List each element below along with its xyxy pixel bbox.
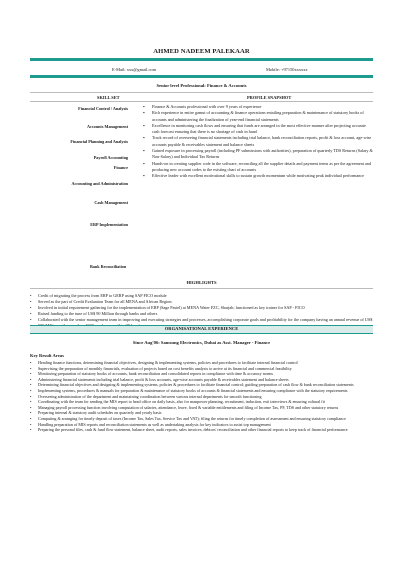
snapshot-item: ▪ Effective leader with excellent motivational skills to sustain growth momentum while motivating peak individual performance [139, 173, 373, 179]
highlights-title: HIGHLIGHTS [186, 280, 217, 285]
highlight-item: • Collaborated with the senior management team in improving and executing strategies and processes, accomplishing corporate goals and profitability for the company having an annual revenue of US$ [30, 317, 373, 329]
title-divider [30, 92, 373, 93]
snapshot-item: ▪ Finance & Accounts professional with over 9 years of experience [139, 104, 373, 110]
key-result-areas-title: Key Result Areas [30, 353, 64, 358]
skill-item: Financial Planning and Analysis [70, 139, 128, 144]
kra-item: • Coordinating with the team for sending the MIS report to head office on daily basis, also for manpower planning, recruitment, induction, exit interviews & ensuring cultural fit [30, 399, 373, 405]
highlight-item: • Credit of migrating the process from ERP to GERP using SAP FICO module [30, 293, 373, 299]
key-result-areas-list [30, 360, 373, 433]
experience-title: ORGANISATIONAL EXPERIENCE [164, 326, 239, 331]
snapshot-item: ▪ Hands-on in creating supplier code in the software, reconciling all the supplier details and payment terms as per the agreement and producing new account codes to the existing chart of accounts [139, 161, 373, 174]
highlight-item: • Raised funding to the tune of US$ 90 Million through banks and others [30, 311, 373, 317]
snapshot-item: ▪ Rich experience in entire gamut of accounting & finance operations entailing preparation & maintenance of statutory books of accounts and administering the finalization of year-end financial statements [139, 110, 373, 123]
mobile-text: Mobile: +97150xxxxxx [266, 67, 308, 72]
email-text: E-Mail: xxx@gmail.com [112, 67, 157, 72]
skill-item: Payroll Accounting [93, 155, 128, 160]
kra-item: • Heading finance functions, determining financial objectives, designing & implementing systems, policies and procedures to facilitate internal financial control [30, 360, 373, 366]
kra-item: • Implementing systems, procedures & manuals for preparation & maintenance of statutory books of accounts & financial statements and ensuring compliance with the statutory requirements [30, 388, 373, 394]
skill-set-header: SKILL SET [97, 95, 120, 100]
kra-item: • Supervising the preparation of monthly financials, evaluation of projects based on cost benefits analysis to arrive at its financial and commercial feasibility [30, 366, 373, 372]
skill-set-column [30, 101, 128, 264]
highlights-divider [30, 288, 373, 289]
skill-item: Accounting and Administration [71, 181, 128, 186]
kra-item: • Preparing internal & statutory audit schedules on quarterly and yearly basis [30, 410, 373, 416]
kra-item: • Managing payroll processing function involving computation of salaries, attendance, leave, fixed & variable entitlements and filing of Income Tax, PF, TDS and other statutory returns [30, 405, 373, 411]
contact-accent-bar [30, 75, 373, 78]
profile-snapshot-column [139, 104, 373, 180]
header-accent-bar [30, 58, 373, 61]
kra-item: • Preparing the personal files, cash & fund flow statement, balance sheet, audit reports, sales invoices, debtors' reconciliation and other financial reports to keep track of financial performance [30, 427, 373, 433]
highlight-item: • Involved in initial requirement gathering for the implementation of ERP (Sage Pastel) at MENA Water FZC, Sharjah; functioned as key trainer for SAP - FICO [30, 305, 373, 311]
experience-since: Since Aug'06: Samsung Electronics, Dubai as Asst. Manager - Finance [132, 340, 271, 345]
highlight-item: • Served as the part of Credit Evaluation Team for all MENA and African Region. [30, 299, 373, 305]
snapshot-item: ▪ Track record of overseeing financial statements including trial balance, bank reconciliation reports, profit & loss account, age-wise accounts payable & receivables statement and balance sheets [139, 135, 373, 148]
skill-item: Accounts Management [86, 124, 128, 129]
skill-item-last: Bank Reconciliation [90, 264, 127, 269]
candidate-name: AHMED NADEEM PALEKAAR [153, 48, 250, 55]
profile-title: Senior level Professional: Finance & Accounts [156, 83, 247, 88]
snapshot-item: ▪ Gained exposure in processing payroll (including PF submissions with authorities), preparation of quarterly TDS Returns (Salary & Non-Salary) and Individual Tax Returns [139, 148, 373, 161]
kra-item: • Administering financial statements including trial balance, profit & loss accounts, age-wise accounts payable & receivables statement and balance sheets [30, 377, 373, 383]
profile-snapshot-header: PROFILE SNAPSHOT [247, 95, 292, 100]
skill-item: ERP Implementation [90, 222, 128, 227]
skill-item: Financial Control / Analysis [78, 106, 128, 111]
kra-item: • Handling preparation of MIS reports and reconciliation statements as well as undertaking analysis for key indicators to assist top management [30, 422, 373, 428]
kra-item: • Overseeing administration of the department and maintaining coordination between various internal departments for smooth functioning [30, 394, 373, 400]
snapshot-item: ▪ Excellence in monitoring cash flows and ensuring that funds are arranged in the most effective manner after projecting accurate cash forecast ensuring that there is no shortage of cash in hand [139, 123, 373, 136]
kra-item: • Monitoring preparation of statutory books of accounts, bank reconciliation and consolidated reports in compliance with time & accuracy norms [30, 371, 373, 377]
skill-item: Finance [113, 165, 128, 170]
kra-item: • Computing & arranging for timely deposit of taxes (Income Tax, Sales Tax, Service Tax and VAT); filing the returns for timely completion of assessment and ensuring statutory compliance [30, 416, 373, 422]
skill-item: Cash Management [94, 200, 128, 205]
kra-item: • Determining financial objectives and designing & implementing systems, policies & procedures to facilitate financial control; guiding preparation of cash flow & bank reconciliation statements [30, 382, 373, 388]
